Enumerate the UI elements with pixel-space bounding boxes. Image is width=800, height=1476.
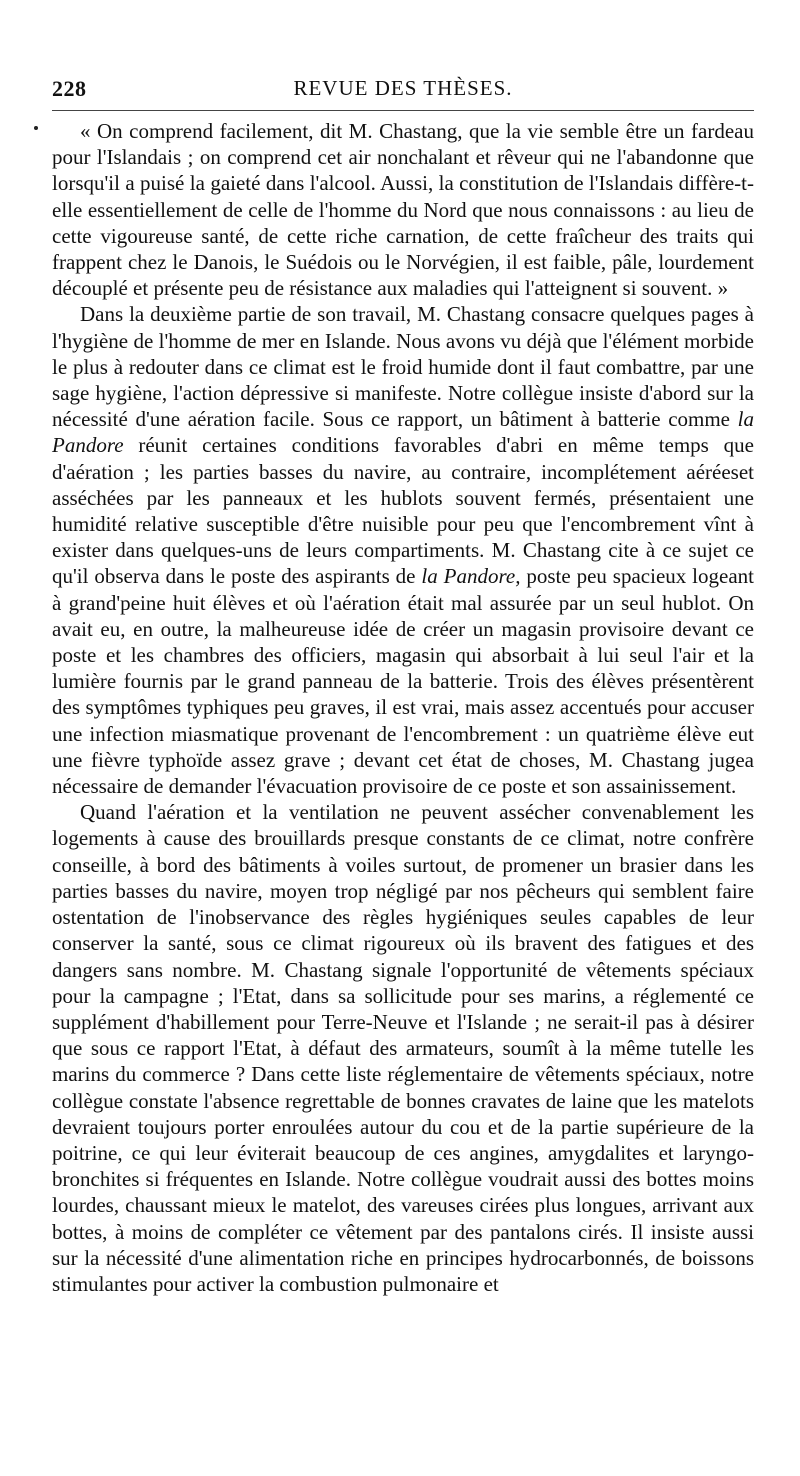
paragraph-text: Quand l'aération et la ventilation ne peuvent assécher convenablement les logements à cause des brouillards presque constants de ce climat, notre confrère conseille, à bord des bâtiments à voiles surtout, de promener un brasier dans les parties basses du navire, moyen trop négligé par nos pêcheurs qui semblent faire ostentation de l'inobservance des règles hygiéniques seules capables de leur conserver la santé, sous ce climat rigoureux où ils bravent des fatigues et des dangers sans nombre. M. Chastang signale l'opportunité de vêtements spéciaux pour la campagne ; l'Etat, dans sa sollicitude pour ses marins, a réglementé ce supplément d'habillement pour Terre-Neuve et l'Islande ; ne serait-il pas à désirer que sous ce rapport l'Etat, à défaut des armateurs, soumît à la même tutelle les marins du commerce ? Dans cette liste réglementaire de vêtements spéciaux, notre collègue constate l'absence regrettable de bonnes cravates de laine que les matelots devraient toujours porter enroulées autour du cou et de la partie supérieure de la poitrine, ce qui leur éviterait beaucoup de ces angines, amygdalites et laryngo-bronchites si fréquentes en Islande. Notre collègue voudrait aussi des bottes moins lourdes, chaussant mieux le matelot, des vareuses cirées plus longues, arrivant aux bottes, à moins de compléter ce vêtement par des pantalons cirés. Il insiste aussi sur la nécessité d'une alimentation riche en principes hydrocarbonnés, de boissons stimulantes pour activer la combustion pulmonaire et <box>52 800 754 1296</box>
ship-name-italic: la Pandore, <box>421 564 521 589</box>
page-number: 228 <box>52 76 87 101</box>
paragraph-text: réunit certaines conditions favorables d'abri en même temps que d'aération ; les parties basses du navire, au contraire, incomplétement aéréeset asséchées par les panneaux et les hublots souvent fermés, présentaient une humidité relative susceptible d'être nuisible pour peu que l'encombrement vînt à exister dans quelques-uns de leurs compartiments. M. Chastang cite à ce sujet ce qu'il observa dans le poste des aspirants de <box>52 433 754 589</box>
paragraph-quote <box>52 118 754 301</box>
page-header <box>52 76 754 106</box>
paragraph-text: poste peu spacieux logeant à grand'peine huit élèves et où l'aération était mal assurée par un seul hublot. On avait eu, en outre, la malheureuse idée de créer un magasin provisoire devant ce poste et les chambres des officiers, magasin qui absorbait à lui seul l'air et la lumière fournis par le grand panneau de la batterie. Trois des élèves présentèrent des symptômes typhiques peu graves, il est vrai, mais assez accentués pour accuser une infection miasmatique provenant de l'encombrement : un quatrième élève eut une fièvre typhoïde assez grave ; devant cet état de choses, M. Chastang jugea nécessaire de demander l'évacuation provisoire de ce poste et son assainissement. <box>52 564 754 799</box>
ship-name-italic: la Pandore <box>52 407 754 458</box>
quote-text: « On comprend facilement, dit M. Chastang, que la vie semble être un fardeau pour l'Islandais ; on comprend cet air nonchalant et rêveur qui ne l'abandonne que lorsqu'il a puisé la gaieté dans l'alcool. Aussi, la constitution de l'Islandais diffère-t-elle essentiellement de celle de l'homme du Nord que nous connaissons : au lieu de cette vigoureuse santé, de cette riche carnation, de cette fraîcheur des traits qui frappent chez le Danois, le Suédois ou le Norvégien, il est faible, pâle, lourdement découplé et présente peu de résistance aux maladies qui l'atteignent si souvent. » <box>52 119 754 301</box>
body-text <box>52 118 754 1297</box>
paragraph-hygiene-aeration <box>52 301 754 799</box>
margin-mark <box>34 126 38 130</box>
running-title: REVUE DES THÈSES. <box>293 76 513 100</box>
paragraph-clothing-food <box>52 799 754 1297</box>
header-rule <box>52 110 754 111</box>
paragraph-text: Dans la deuxième partie de son travail, M. Chastang consacre quelques pages à l'hygiène de l'homme de mer en Islande. Nous avons vu déjà que l'élément morbide le plus à redouter dans ce climat est le froid humide dont il faut combattre, par une sage hygiène, l'action dépressive si manifeste. Notre collègue insiste d'abord sur la nécessité d'une aération facile. Sous ce rapport, un bâtiment à batterie comme <box>52 302 754 432</box>
